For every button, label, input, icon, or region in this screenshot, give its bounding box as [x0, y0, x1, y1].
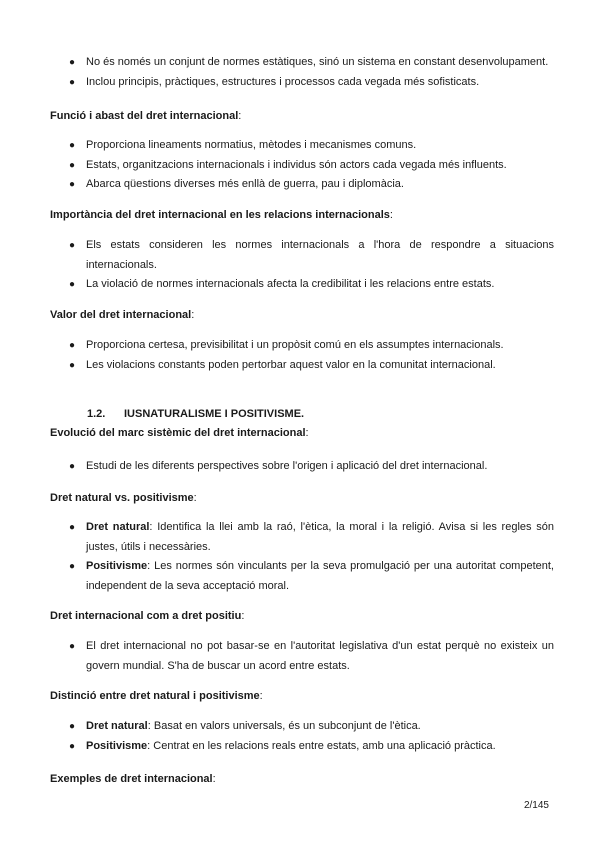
bullet-list-distincio — [64, 717, 554, 756]
list-item: ● Les violacions constants poden pertorbar aquest valor en la comunitat internacional. — [64, 356, 554, 376]
section-heading-evolucio: Evolució del marc sistèmic del dret internacional: — [50, 427, 309, 439]
list-item: ● El dret internacional no pot basar-se en l'autoritat legislativa d'un estat perquè no existeix un govern mundial. S'ha de buscar un acord entre estats. — [64, 637, 554, 676]
bullet-list-funcio — [64, 136, 554, 195]
bullet-icon: ● — [69, 279, 76, 290]
bullet-icon: ● — [69, 641, 76, 652]
bullet-icon: ● — [69, 561, 76, 572]
section-heading-dret-natural-vs-positivisme: Dret natural vs. positivisme: — [50, 492, 197, 504]
list-item: ● Abarca qüestions diverses més enllà de guerra, pau i diplomàcia. — [64, 175, 554, 195]
list-item: ● Inclou principis, pràctiques, estructures i processos cada vegada més sofisticats. — [64, 73, 554, 93]
bullet-icon: ● — [69, 240, 76, 251]
section-heading-importancia: Importància del dret internacional en les relacions internacionals: — [50, 209, 393, 221]
bullet-icon: ● — [69, 740, 76, 752]
bullet-icon: ● — [69, 159, 76, 171]
list-item: ● Proporciona lineaments normatius, mètodes i mecanismes comuns. — [64, 136, 554, 156]
bullet-icon: ● — [69, 461, 76, 472]
list-item: ● Dret natural: Identifica la llei amb la raó, l'ètica, la moral i la religió. Avisa si les regles són justes, útils i necessàries. — [64, 518, 554, 557]
list-item: ● Dret natural: Basat en valors universals, és un subconjunt de l'ètica. — [64, 717, 554, 737]
intro-bullet-list — [64, 53, 554, 92]
bullet-list-dret-natural-vs-positivisme — [64, 518, 554, 596]
page-number: 2/145 — [523, 800, 549, 811]
bullet-icon: ● — [69, 179, 76, 190]
bullet-list-dret-positiu — [64, 637, 554, 676]
bullet-icon: ● — [69, 359, 76, 371]
bullet-icon: ● — [69, 57, 76, 68]
bullet-list-valor — [64, 336, 554, 375]
bullet-icon: ● — [69, 140, 76, 151]
bullet-icon: ● — [69, 340, 76, 351]
section-heading-distincio: Distinció entre dret natural i positivisme: — [50, 690, 263, 702]
list-item: ● Positivisme: Centrat en les relacions reals entre estats, amb una aplicació pràctica. — [64, 737, 554, 757]
section-heading-valor: Valor del dret internacional: — [50, 309, 195, 321]
bullet-list-importancia — [64, 236, 554, 295]
list-item: ● No és només un conjunt de normes estàtiques, sinó un sistema en constant desenvolupament. — [64, 53, 554, 73]
list-item: ● Proporciona certesa, previsibilitat i un propòsit comú en els assumptes internacionals. — [64, 336, 554, 356]
bullet-icon: ● — [69, 721, 76, 732]
list-item: ● La violació de normes internacionals afecta la credibilitat i les relacions entre estats. — [64, 275, 554, 295]
section-heading-funcio: Funció i abast del dret internacional: — [50, 110, 242, 122]
section-heading-exemples: Exemples de dret internacional: — [50, 773, 216, 785]
list-item: ● Estudi de les diferents perspectives sobre l'origen i aplicació del dret internacional. — [64, 457, 554, 477]
list-item: ● Els estats consideren les normes internacionals a l'hora de respondre a situacions internacionals. — [64, 236, 554, 275]
section-heading-dret-positiu: Dret internacional com a dret positiu: — [50, 610, 245, 622]
list-item: ● Positivisme: Les normes són vinculants per la seva promulgació per una autoritat competent, independent de la seva acceptació moral. — [64, 557, 554, 596]
bullet-icon: ● — [69, 76, 76, 88]
section-title: 1.2. IUSNATURALISME I POSITIVISME. — [87, 408, 305, 420]
bullet-list-evolucio — [64, 457, 554, 477]
list-item: ● Estats, organitzacions internacionals i individus són actors cada vegada més influents. — [64, 156, 554, 176]
bullet-icon: ● — [69, 522, 76, 533]
